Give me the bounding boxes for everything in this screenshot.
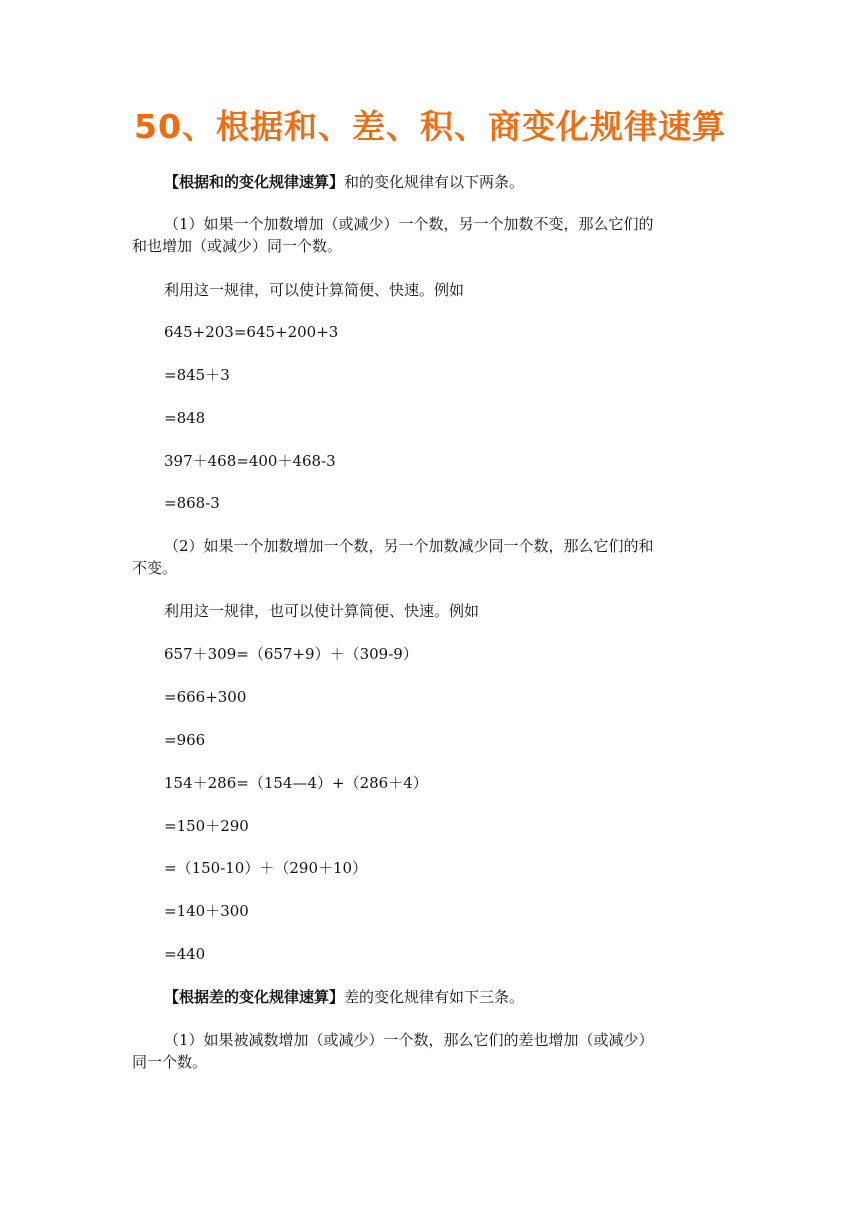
- example-line: 154＋286=（154—4）+（286＋4）: [164, 774, 428, 792]
- sum-rule2-line2: 不变。: [132, 559, 178, 577]
- page-title: 50、根据和、差、积、商变化规律速算: [134, 107, 726, 146]
- diff-rule1-line1: （1）如果被减数增加（或减少）一个数，那么它们的差也增加（或减少）: [164, 1031, 654, 1049]
- example-line: 397＋468=400＋468-3: [164, 452, 336, 470]
- example-line: 657＋309=（657+9）＋（309-9）: [164, 645, 418, 663]
- diff-rule1-line2: 同一个数。: [132, 1053, 208, 1071]
- sum-section-intro: [132, 172, 764, 192]
- diff-section-intro: [132, 987, 764, 1007]
- example-line: =（150-10）＋（290＋10）: [164, 859, 368, 877]
- example-line: =140＋300: [164, 902, 249, 920]
- sum-rule1-line1: （1）如果一个加数增加（或减少）一个数，另一个加数不变，那么它们的: [164, 215, 654, 233]
- sum-rule1-line2: 和也增加（或减少）同一个数。: [132, 237, 343, 255]
- diff-section-heading: 【根据差的变化规律速算】: [164, 988, 345, 1006]
- example-line: =966: [164, 731, 206, 749]
- example-line: =440: [164, 945, 206, 963]
- sum-rule2-line1: （2）如果一个加数增加一个数，另一个加数减少同一个数，那么它们的和: [164, 537, 654, 555]
- example-line: =666+300: [164, 688, 247, 706]
- example-line: =868-3: [164, 494, 220, 512]
- example-line: =848: [164, 409, 206, 427]
- diff-section-intro-text: 差的变化规律有如下三条。: [344, 988, 525, 1006]
- example-line: 645+203=645+200+3: [164, 323, 339, 341]
- example-line: =150＋290: [164, 817, 249, 835]
- sum-rule2-usage: 利用这一规律，也可以使计算简便、快速。例如: [164, 602, 480, 620]
- sum-rule1-usage: 利用这一规律，可以使计算简便、快速。例如: [164, 281, 465, 299]
- sum-section-intro-text: 和的变化规律有以下两条。: [344, 173, 525, 191]
- example-line: =845＋3: [164, 366, 230, 384]
- sum-section-heading: 【根据和的变化规律速算】: [164, 173, 345, 191]
